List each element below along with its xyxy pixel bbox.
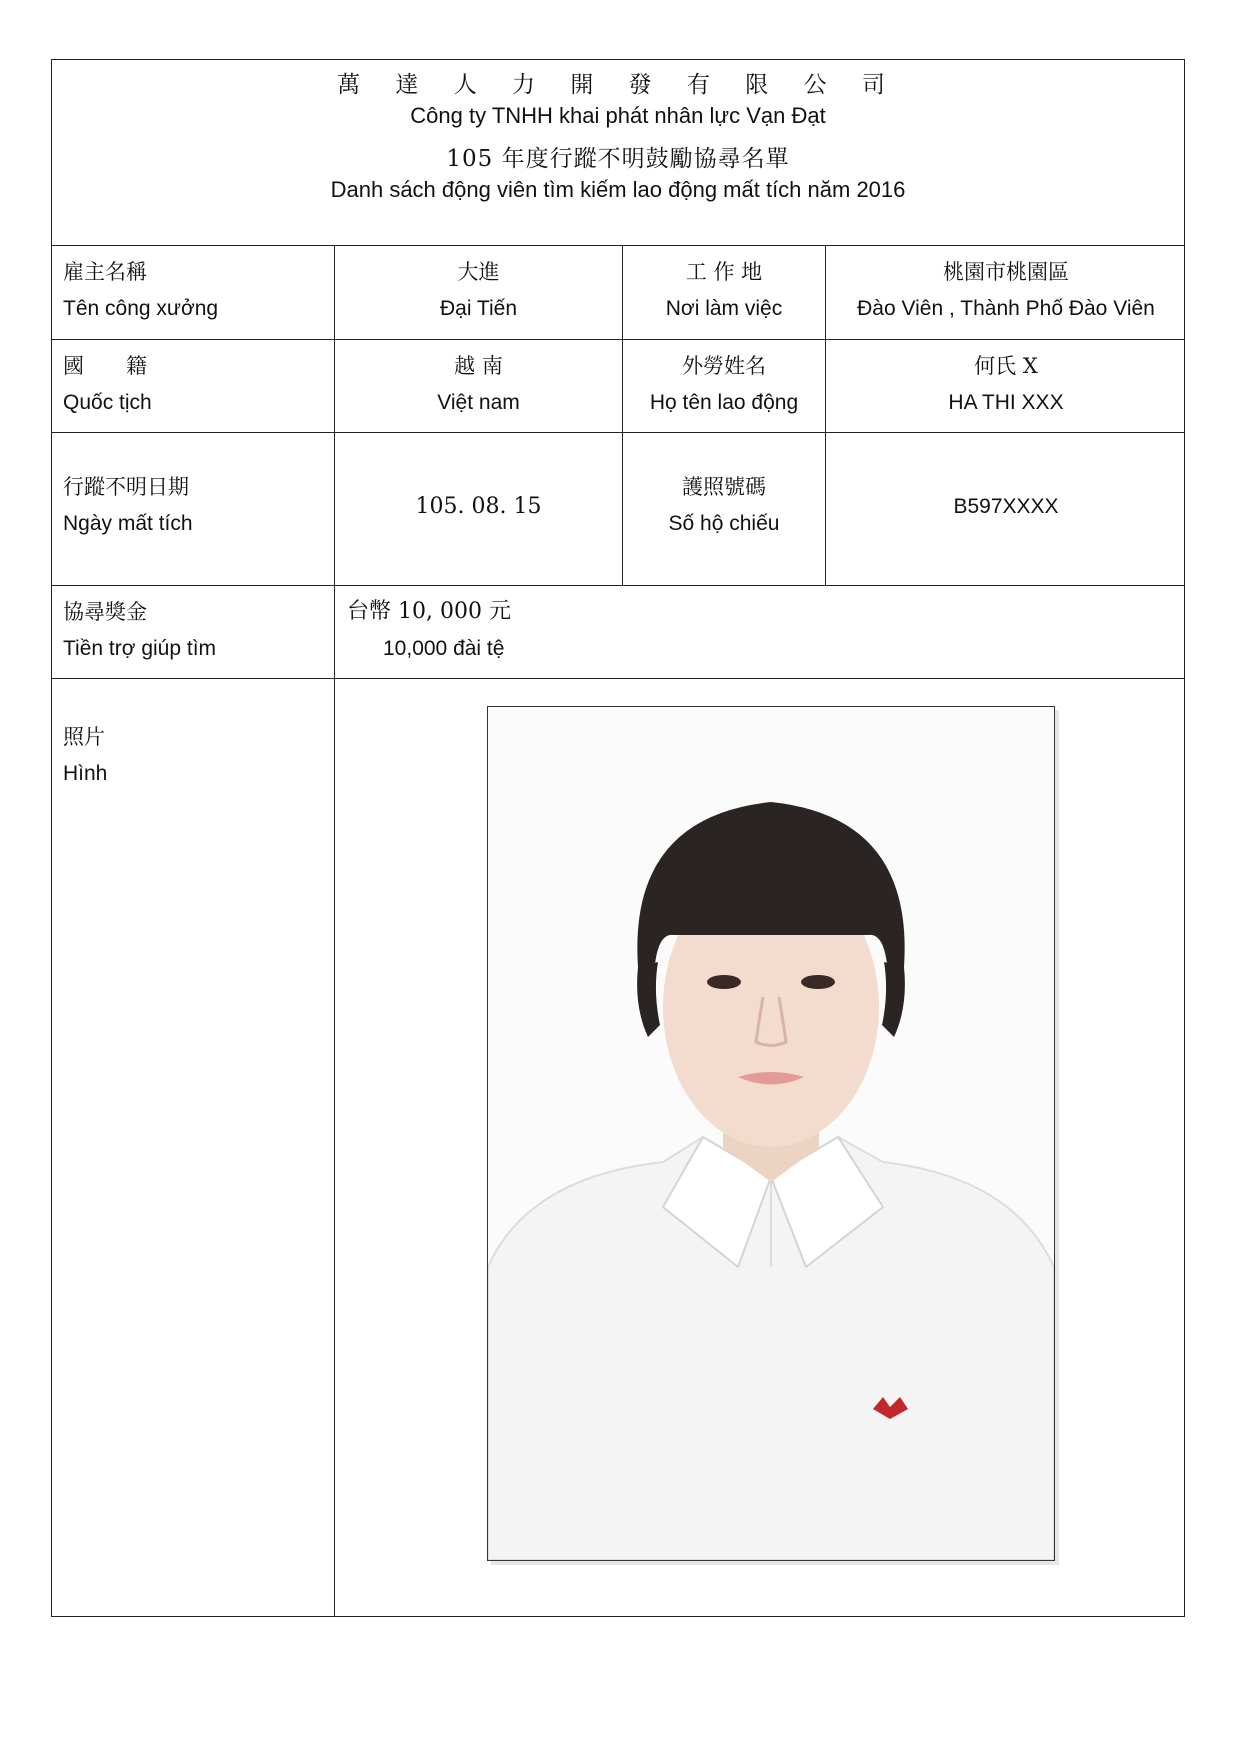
missing-date-row	[52, 433, 1184, 586]
missing-date-label-zh: 行蹤不明日期	[63, 475, 189, 499]
reward-label-zh: 協尋獎金	[63, 600, 147, 624]
passport-label-zh: 護照號碼	[682, 475, 766, 499]
title-zh: 105 年度行蹤不明鼓勵協尋名單	[446, 146, 790, 172]
workplace-value-cell	[825, 246, 1186, 339]
company-name-vi: Công ty TNHH khai phát nhân lực Vạn Đạt	[410, 103, 826, 128]
worker-name-label-vi: Họ tên lao động	[649, 391, 799, 414]
reward-label-cell	[52, 586, 334, 678]
workplace-value-vi: Đào Viên , Thành Phố Đào Viên	[857, 297, 1155, 320]
missing-date-value: 105. 08. 15	[415, 494, 542, 519]
nationality-row	[52, 340, 1184, 433]
notice-sheet	[51, 59, 1185, 1617]
company-name-zh: 萬 達 人 力 開 發 有 限 公 司	[337, 72, 899, 98]
employer-label-zh: 雇主名稱	[63, 260, 147, 284]
worker-name-label-cell	[622, 340, 825, 432]
portrait-image	[488, 707, 1054, 1560]
missing-date-label-vi: Ngày mất tích	[63, 512, 193, 535]
workplace-value-zh: 桃園市桃園區	[943, 260, 1069, 284]
reward-value-zh: 台幣 10, 000 元	[347, 599, 511, 624]
photo-cell	[334, 679, 1186, 1616]
nationality-label-vi: Quốc tịch	[63, 391, 152, 414]
passport-value-cell	[825, 433, 1186, 585]
workplace-label-zh: 工 作 地	[685, 260, 763, 284]
worker-name-vi: HA THI XXX	[948, 391, 1064, 414]
missing-date-value-cell	[334, 433, 622, 585]
worker-name-label-zh: 外勞姓名	[682, 354, 766, 378]
photo-label-cell	[52, 679, 334, 1616]
header-block	[52, 60, 1184, 246]
reward-row	[52, 586, 1184, 679]
photo-row	[52, 679, 1184, 1616]
employer-label-cell	[52, 246, 334, 339]
worker-name-value-cell	[825, 340, 1186, 432]
passport-label-cell	[622, 433, 825, 585]
reward-value-vi: 10,000 đài tệ	[383, 637, 505, 660]
photo-label-vi: Hình	[63, 762, 108, 785]
passport-label-vi: Số hộ chiếu	[668, 512, 780, 535]
nationality-value-vi: Việt nam	[437, 391, 520, 414]
passport-value: B597XXXX	[953, 495, 1059, 518]
employer-label-vi: Tên công xưởng	[63, 297, 219, 320]
employer-value-cell	[334, 246, 622, 339]
missing-date-label-cell	[52, 433, 334, 585]
employer-row	[52, 246, 1184, 340]
employer-value-zh: 大進	[457, 260, 500, 284]
nationality-label-zh: 國 籍	[63, 354, 147, 378]
nationality-value-cell	[334, 340, 622, 432]
title-vi: Danh sách động viên tìm kiếm lao động mất tích năm 2016	[330, 177, 906, 202]
worker-photo	[487, 706, 1055, 1561]
workplace-label-cell	[622, 246, 825, 339]
reward-value-cell	[334, 586, 1186, 678]
employer-value-vi: Đại Tiến	[439, 297, 518, 320]
nationality-value-zh: 越 南	[454, 354, 503, 378]
worker-name-zh: 何氏 X	[974, 354, 1038, 378]
workplace-label-vi: Nơi làm việc	[665, 297, 783, 320]
reward-label-vi: Tiền trợ giúp tìm	[63, 637, 217, 660]
photo-label-zh: 照片	[63, 725, 105, 749]
nationality-label-cell	[52, 340, 334, 432]
